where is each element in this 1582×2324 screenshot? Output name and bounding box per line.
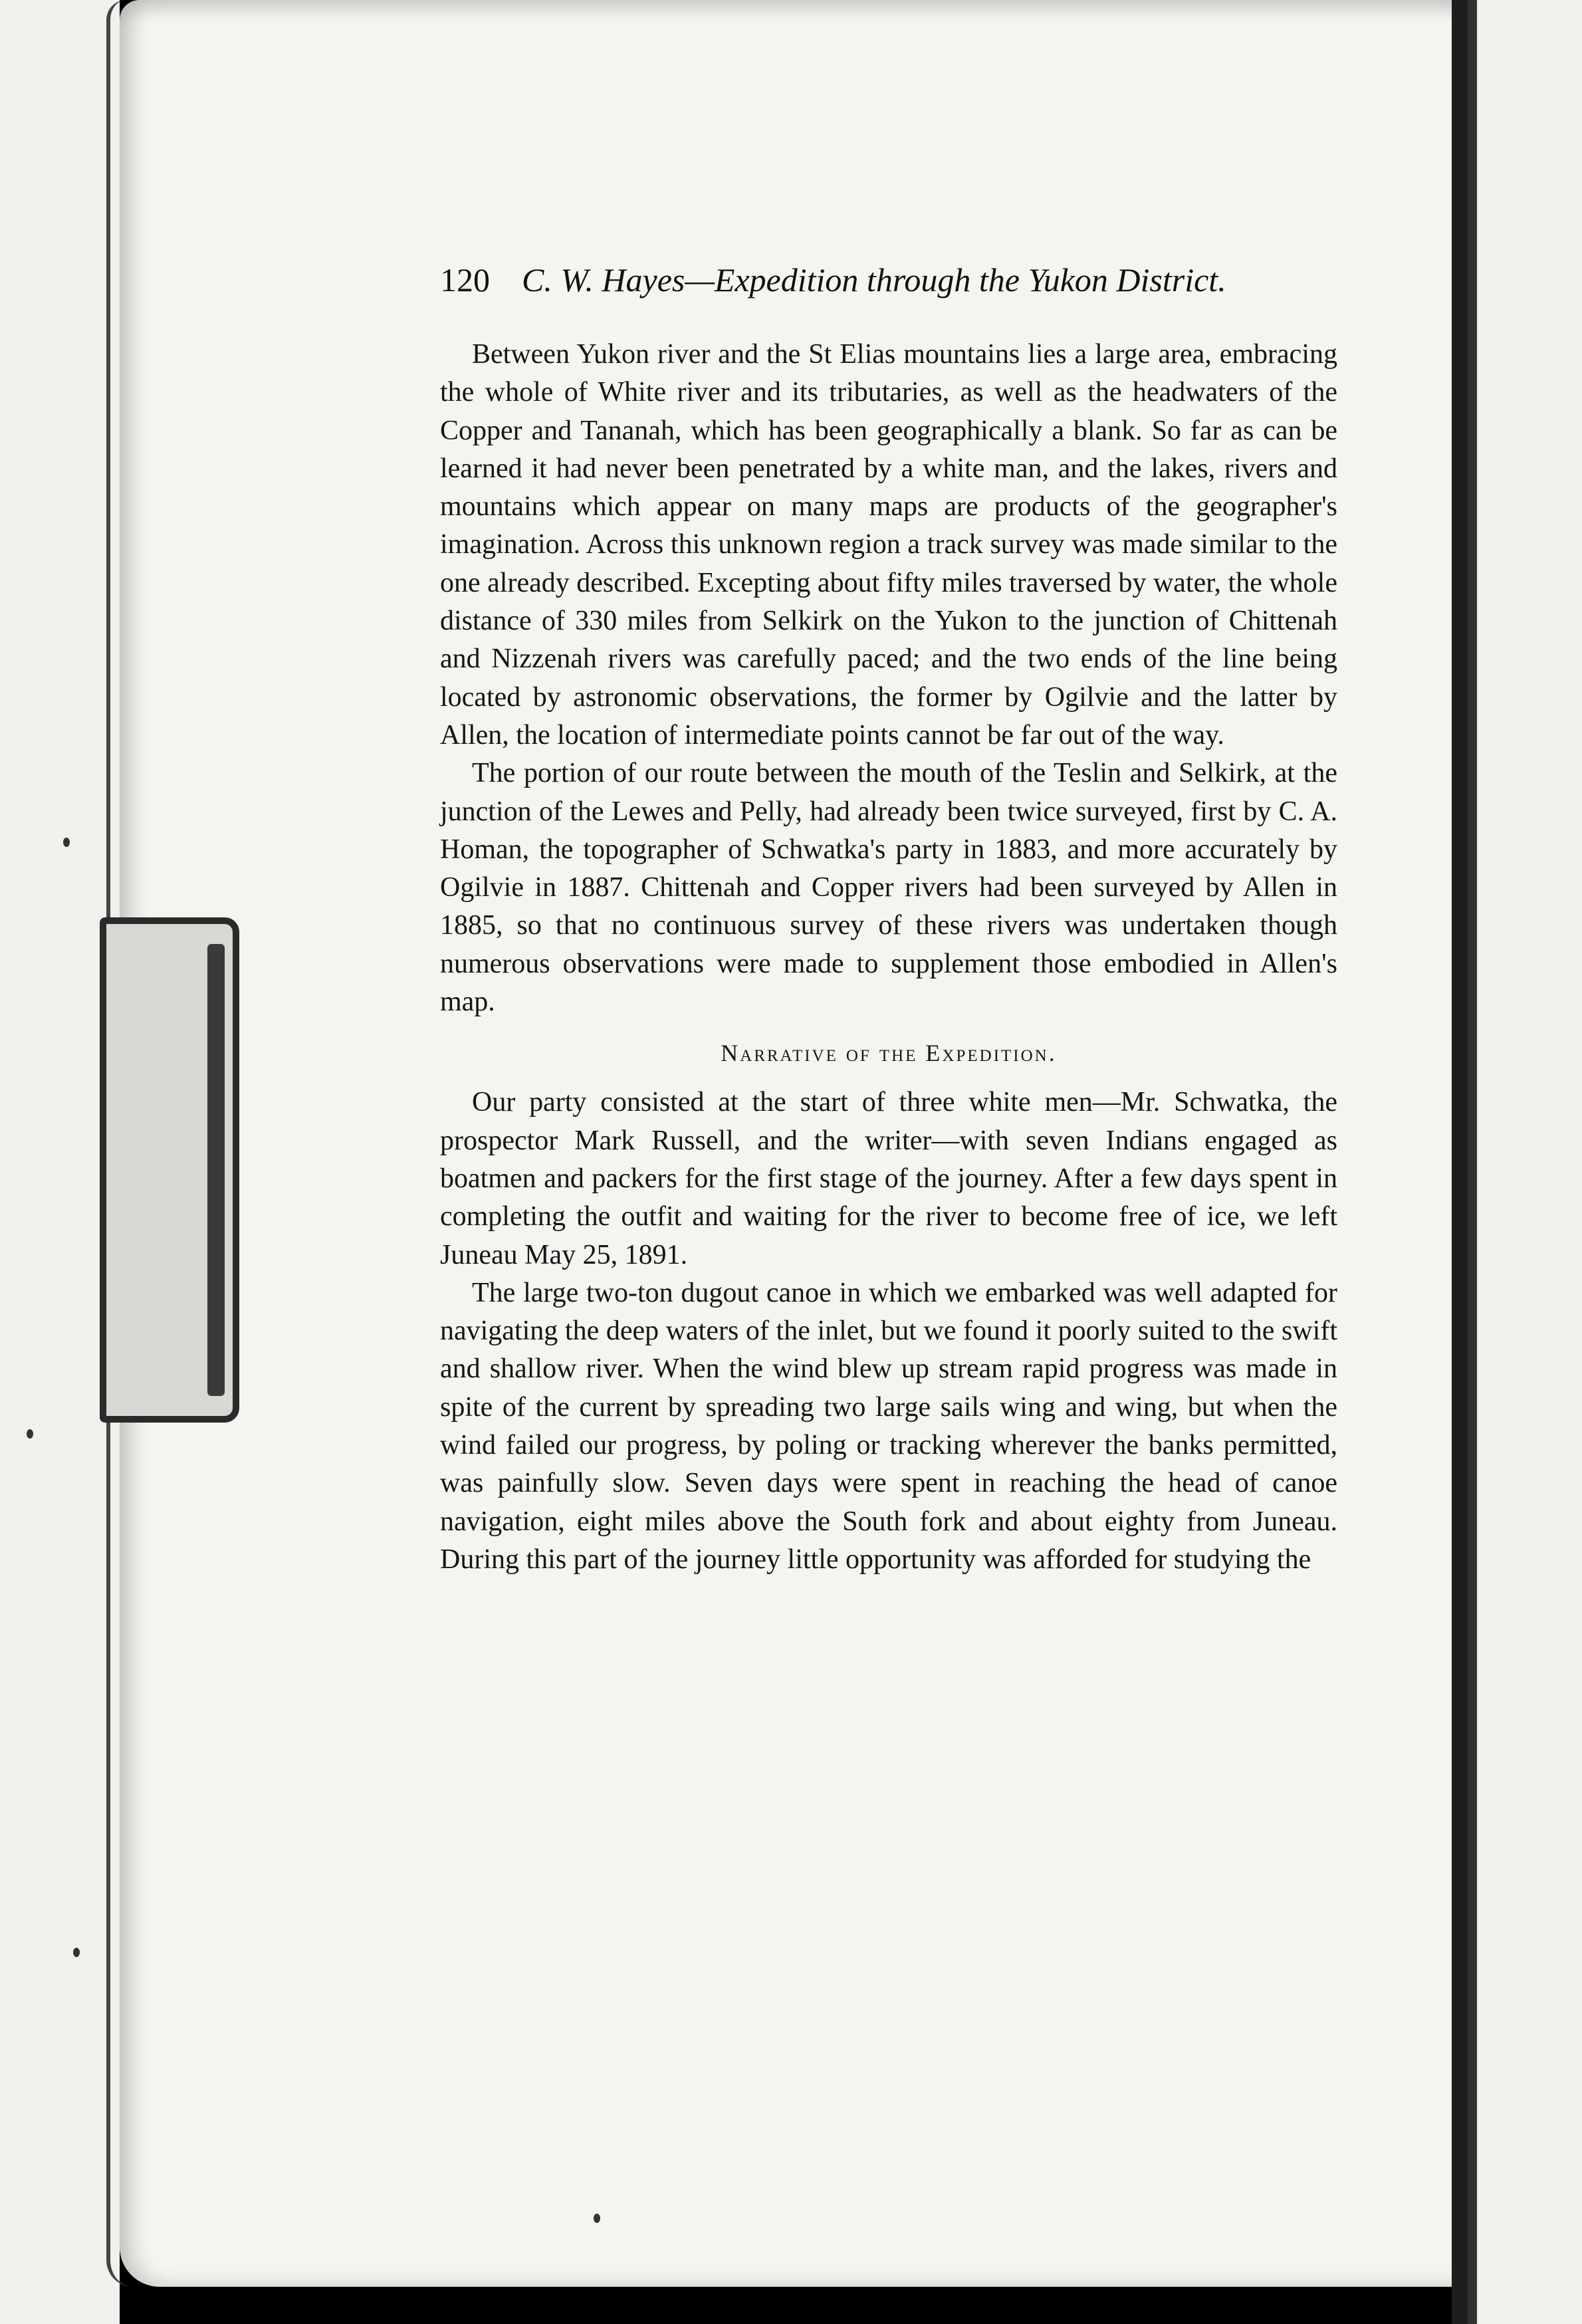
body-text <box>440 336 1337 1579</box>
running-header <box>440 261 1284 314</box>
paragraph-2: The portion of our route between the mouth of the Teslin and Selkirk, at the junction of the Lewes and Pelly, had already been twice surveyed, first by C. A. Homan, the topographer of Schwatka's party in 1883, and more accurately by Ogilvie in 1887. Chittenah and Copper rivers had been surveyed by Allen in 1885, so that no continuous survey of these rivers was undertaken though numerous observations were made to supplement those embodied in Allen's map. <box>440 758 1337 1018</box>
paragraph-4: The large two-ton dugout canoe in which we embarked was well adapted for navigating the deep waters of the inlet, but we found it poorly suited to the swift and shallow river. When the wind blew up stream rapid progress was made in spite of the current by spreading two large sails wing and wing, but when the wind failed our progress, by poling or tracking wherever the banks permitted, was painfully slow. Seven days were spent in reaching the head of canoe navigation, eight miles above the South fork and about eighty from Juneau. During this part of the journey little opportunity was afforded for studying the <box>440 1277 1337 1575</box>
scan-speck <box>73 1948 80 1957</box>
binder-clip <box>100 917 239 1423</box>
running-title: C. W. Hayes—Expedition through the Yukon District. <box>522 261 1226 298</box>
scan-speck <box>63 838 70 847</box>
adjacent-page-edge <box>1468 0 1477 2324</box>
scan-speck <box>594 2214 600 2223</box>
section-heading: Narrative of the Expedition. <box>721 1040 1057 1067</box>
page-number: 120 <box>440 261 490 298</box>
gutter-shadow <box>1452 0 1468 2324</box>
paragraph-1: Between Yukon river and the St Elias mountains lies a large area, embracing the whole of White river and its tributaries, as well as the headwaters of the Copper and Tananah, which has been geographically a blank. So far as can be learned it had never been penetrated by a white man, and the lakes, rivers and mountains which appear on many maps are products of the geographer's imagination. Across this unknown region a track survey was made similar to the one already described. Excepting about fifty miles traversed by water, the whole distance of 330 miles from Selkirk on the Yukon to the junction of Chittenah and Nizzenah rivers was carefully paced; and the two ends of the line being located by astronomic observations, the former by Ogilvie and the latter by Allen, the location of intermediate points cannot be far out of the way. <box>440 339 1337 751</box>
scan-speck <box>27 1429 33 1439</box>
right-margin <box>1468 0 1582 2324</box>
paragraph-3: Our party consisted at the start of three white men—Mr. Schwatka, the prospector Mark Russell, and the writer—with seven Indians engaged as boatmen and packers for the first stage of the journey. After a few days spent in completing the outfit and waiting for the river to become free of ice, we left Juneau May 25, 1891. <box>440 1087 1337 1270</box>
